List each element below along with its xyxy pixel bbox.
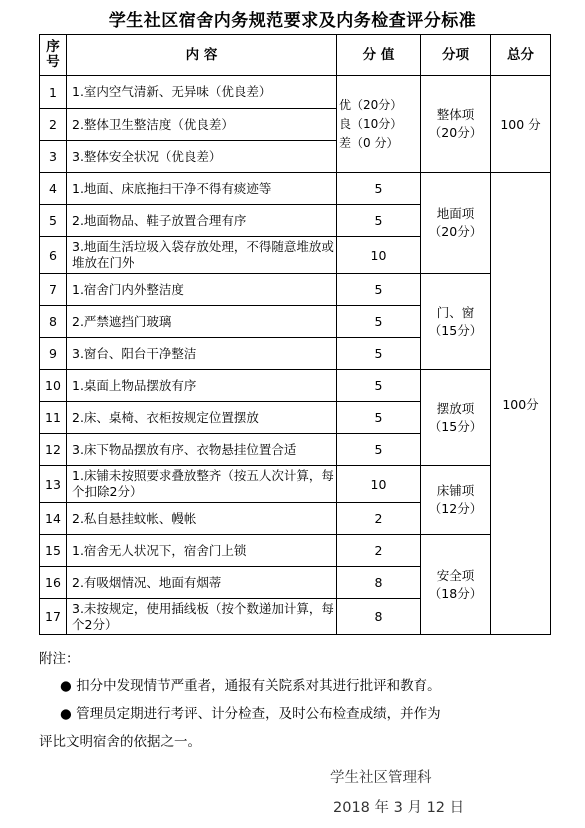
table-header-row: [40, 35, 551, 76]
row-value: 10: [337, 466, 421, 503]
notes-title: 附注：: [39, 651, 80, 667]
row-content: 1.宿舍门内外整洁度: [67, 274, 337, 306]
row-no: 3: [40, 141, 67, 173]
group-cell: [421, 535, 491, 635]
note-item: ● 管理员定期进行考评、计分检查，及时公布检查成绩，并作为: [60, 706, 441, 722]
table-row: [40, 370, 551, 402]
score-scale-cell: [337, 76, 421, 173]
table-row: [40, 535, 551, 567]
group-cell: [421, 76, 491, 173]
row-value: 8: [337, 567, 421, 599]
row-no: 16: [40, 567, 67, 599]
table-row: [40, 76, 551, 109]
total-cell: 100 分: [491, 76, 551, 173]
row-content: 3.地面生活垃圾入袋存放处理，不得随意堆放或堆放在门外: [67, 237, 337, 274]
row-content: 3.床下物品摆放有序、衣物悬挂位置合适: [67, 434, 337, 466]
group-score: （18分）: [428, 585, 483, 601]
group-name: 摆放项: [436, 400, 475, 416]
row-no: 9: [40, 338, 67, 370]
row-content: 2.整体卫生整洁度（优良差）: [67, 109, 337, 141]
row-value: 5: [337, 274, 421, 306]
group-name: 安全项: [436, 567, 475, 583]
row-content: 3.未按规定，使用插线板（按个数递加计算，每个2分）: [67, 599, 337, 635]
signature-date: 2018 年 3 月 12 日: [333, 800, 465, 816]
row-content: 1.宿舍无人状况下，宿舍门上锁: [67, 535, 337, 567]
group-cell: [421, 173, 491, 274]
row-content: 2.地面物品、鞋子放置合理有序: [67, 205, 337, 237]
group-cell: [421, 274, 491, 370]
row-content: 1.桌面上物品摆放有序: [67, 370, 337, 402]
header-total: 总分: [491, 35, 551, 76]
row-value: 10: [337, 237, 421, 274]
header-value: 分 值: [337, 35, 421, 76]
row-no: 8: [40, 306, 67, 338]
row-no: 15: [40, 535, 67, 567]
scoring-table: [39, 34, 551, 635]
group-score: （15分）: [428, 418, 483, 434]
group-name: 门、窗: [436, 304, 475, 320]
row-no: 5: [40, 205, 67, 237]
row-value: 5: [337, 370, 421, 402]
row-content: 1.室内空气清新、无异味（优良差）: [67, 76, 337, 109]
header-no: 序号: [40, 35, 67, 76]
row-no: 1: [40, 76, 67, 109]
score-poor: 差（0 分）: [339, 135, 399, 150]
row-content: 2.有吸烟情况、地面有烟蒂: [67, 567, 337, 599]
row-content: 2.私自悬挂蚊帐、幔帐: [67, 503, 337, 535]
group-score: （20分）: [428, 224, 483, 239]
row-value: 5: [337, 402, 421, 434]
row-no: 7: [40, 274, 67, 306]
table-row: [40, 466, 551, 503]
row-content: 2.严禁遮挡门玻璃: [67, 306, 337, 338]
group-score: （12分）: [428, 501, 483, 516]
row-value: 8: [337, 599, 421, 635]
row-content: 1.地面、床底拖扫干净不得有痰迹等: [67, 173, 337, 205]
row-no: 6: [40, 237, 67, 274]
row-no: 13: [40, 466, 67, 503]
header-item: 分项: [421, 35, 491, 76]
note-item: 评比文明宿舍的依据之一。: [39, 734, 201, 750]
note-item: ● 扣分中发现情节严重者，通报有关院系对其进行批评和教育。: [60, 678, 441, 694]
page-title: 学生社区宿舍内务规范要求及内务检查评分标准: [108, 11, 477, 31]
row-content: 3.窗台、阳台干净整洁: [67, 338, 337, 370]
row-value: 2: [337, 503, 421, 535]
group-cell: [421, 370, 491, 466]
row-value: 5: [337, 173, 421, 205]
row-no: 12: [40, 434, 67, 466]
row-value: 5: [337, 205, 421, 237]
signature-dept: 学生社区管理科: [330, 770, 432, 786]
group-name: 整体项: [436, 107, 475, 122]
total-cell: 100分: [491, 173, 551, 635]
group-cell: [421, 466, 491, 535]
row-value: 5: [337, 306, 421, 338]
row-content: 2.床、桌椅、衣柜按规定位置摆放: [67, 402, 337, 434]
score-good: 良（10分）: [339, 116, 403, 131]
row-no: 2: [40, 109, 67, 141]
group-score: （15分）: [428, 322, 483, 338]
header-content: 内 容: [67, 35, 337, 76]
group-name: 地面项: [436, 206, 475, 221]
group-score: （20分）: [428, 125, 483, 140]
group-name: 床铺项: [436, 483, 475, 498]
table-row: [40, 173, 551, 205]
row-value: 2: [337, 535, 421, 567]
row-no: 14: [40, 503, 67, 535]
row-value: 5: [337, 338, 421, 370]
row-no: 17: [40, 599, 67, 635]
row-content: 3.整体安全状况（优良差）: [67, 141, 337, 173]
row-content: 1.床铺未按照要求叠放整齐（按五人次计算，每个扣除2分）: [67, 466, 337, 503]
row-no: 4: [40, 173, 67, 205]
table-row: [40, 274, 551, 306]
row-no: 10: [40, 370, 67, 402]
score-excellent: 优（20分）: [339, 97, 403, 112]
row-no: 11: [40, 402, 67, 434]
row-value: 5: [337, 434, 421, 466]
